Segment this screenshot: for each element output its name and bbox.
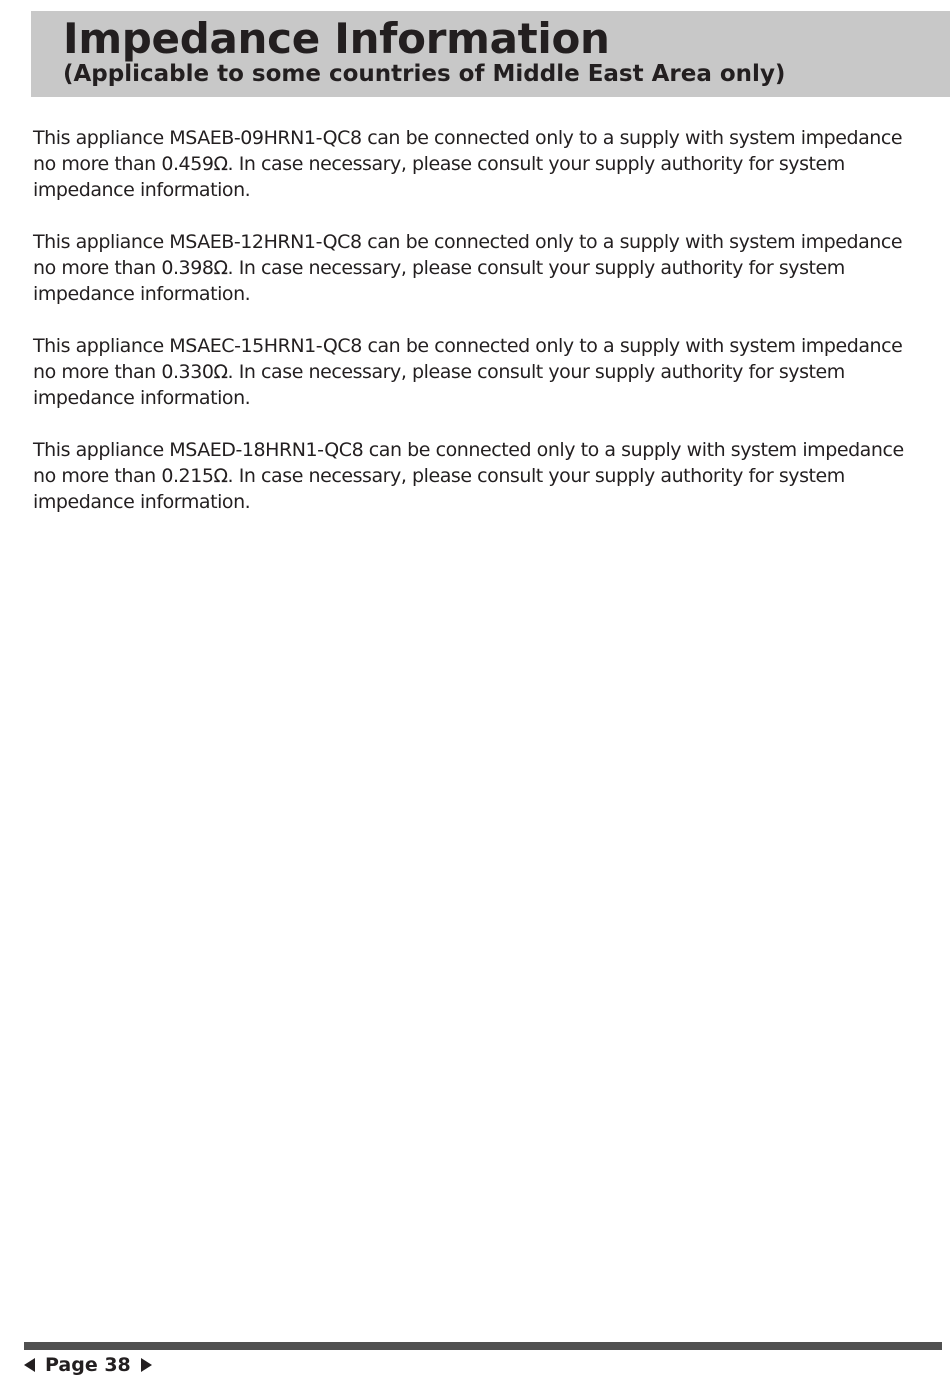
page-subtitle: (Applicable to some countries of Middle East Area only)	[63, 61, 786, 87]
impedance-paragraph-18	[33, 437, 933, 515]
paragraph-line: no more than 0.459Ω. In case necessary, please consult your supply authority for system	[33, 153, 845, 175]
paragraph-line: impedance information.	[33, 179, 251, 201]
content-body	[33, 125, 933, 541]
paragraph-line: no more than 0.330Ω. In case necessary, please consult your supply authority for system	[33, 361, 845, 383]
paragraph-line: impedance information.	[33, 491, 251, 513]
paragraph-line: no more than 0.215Ω. In case necessary, please consult your supply authority for system	[33, 465, 845, 487]
page-title: Impedance Information	[63, 14, 610, 63]
impedance-paragraph-15	[33, 333, 933, 411]
header-band	[31, 11, 950, 97]
impedance-paragraph-12	[33, 229, 933, 307]
impedance-paragraph-09	[33, 125, 933, 203]
paragraph-line: impedance information.	[33, 283, 251, 305]
paragraph-line: This appliance MSAEB-12HRN1-QC8 can be connected only to a supply with system impedance	[33, 231, 903, 253]
paragraph-line: impedance information.	[33, 387, 251, 409]
paragraph-line: This appliance MSAED-18HRN1-QC8 can be connected only to a supply with system impedance	[33, 439, 904, 461]
paragraph-line: no more than 0.398Ω. In case necessary, please consult your supply authority for system	[33, 257, 845, 279]
paragraph-line: This appliance MSAEB-09HRN1-QC8 can be connected only to a supply with system impedance	[33, 127, 903, 149]
triangle-right-icon[interactable]	[141, 1358, 152, 1372]
page-navigation	[24, 1352, 152, 1378]
paragraph-line: This appliance MSAEC-15HRN1-QC8 can be connected only to a supply with system impedance	[33, 335, 903, 357]
footer-divider	[24, 1342, 942, 1350]
triangle-left-icon[interactable]	[24, 1358, 35, 1372]
page-number: Page 38	[45, 1354, 131, 1376]
